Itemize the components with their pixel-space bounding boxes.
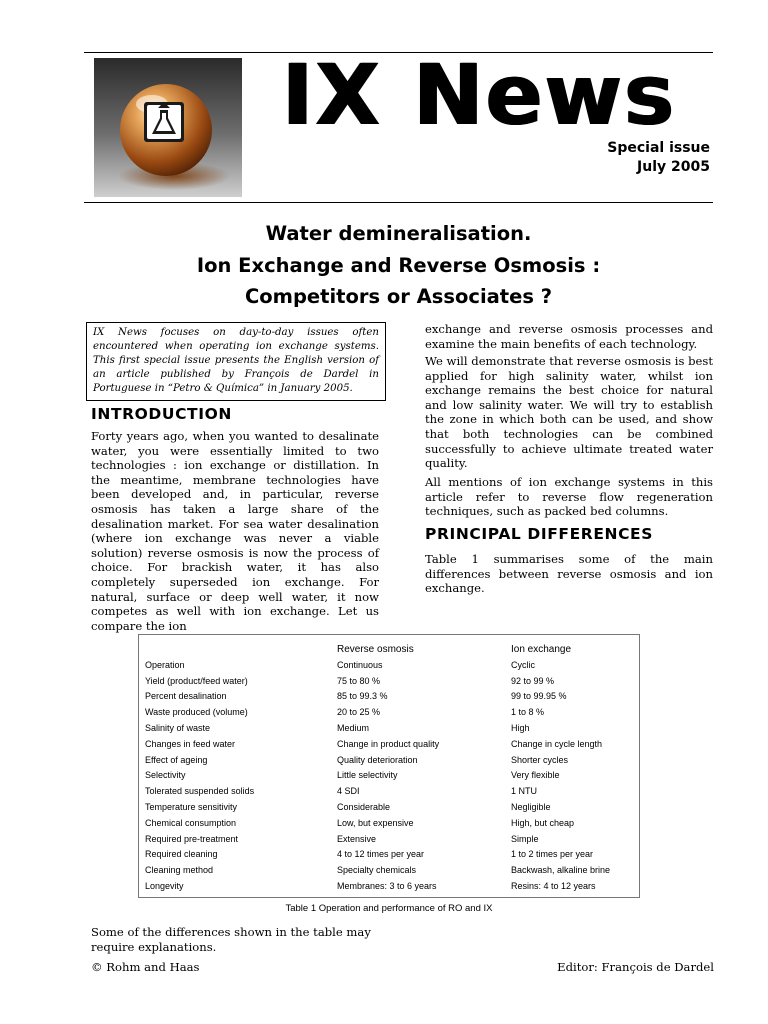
table-row bbox=[145, 673, 637, 689]
table-cell: Effect of ageing bbox=[145, 754, 208, 765]
table-cell: Simple bbox=[511, 833, 539, 844]
table-cell: Change in cycle length bbox=[511, 738, 603, 749]
table-cell: Yield (product/feed water) bbox=[145, 675, 248, 686]
table-cell: 1 NTU bbox=[511, 786, 538, 797]
table-cell: 1 to 2 times per year bbox=[511, 849, 594, 860]
table-cell: 4 to 12 times per year bbox=[337, 849, 425, 860]
table-cell: 4 SDI bbox=[337, 786, 360, 797]
table-cell: Changes in feed water bbox=[145, 738, 236, 749]
table-cell: Temperature sensitivity bbox=[145, 802, 238, 813]
table-cell: Longevity bbox=[145, 881, 184, 892]
right-column-paragraph-1: exchange and reverse osmosis processes and examine the main benefits of each technology. bbox=[425, 322, 713, 351]
table-cell: Cyclic bbox=[511, 659, 535, 670]
table-cell: Shorter cycles bbox=[511, 754, 569, 765]
table-cell: 75 to 80 % bbox=[337, 675, 381, 686]
introduction-heading: INTRODUCTION bbox=[91, 405, 232, 423]
table-cell: Change in product quality bbox=[337, 738, 440, 749]
table-row bbox=[145, 878, 637, 894]
table-row bbox=[145, 689, 637, 705]
table-row bbox=[145, 768, 637, 784]
table-cell: Cleaning method bbox=[145, 865, 214, 876]
table-cell: Resins: 4 to 12 years bbox=[511, 881, 596, 892]
table-caption: Table 1 Operation and performance of RO and IX bbox=[285, 903, 493, 914]
table-cell: Specialty chemicals bbox=[337, 865, 417, 876]
table-cell: Operation bbox=[145, 659, 185, 670]
table-body bbox=[145, 657, 637, 894]
table-cell: Negligible bbox=[511, 802, 551, 813]
table-row bbox=[145, 847, 637, 863]
table-row bbox=[145, 862, 637, 878]
table-header-cell: Reverse osmosis bbox=[337, 644, 414, 655]
table-cell: High, but cheap bbox=[511, 817, 575, 828]
table-row bbox=[145, 815, 637, 831]
table-row bbox=[145, 704, 637, 720]
table-cell: Backwash, alkaline brine bbox=[511, 865, 611, 876]
copyright-notice: © Rohm and Haas bbox=[91, 960, 200, 974]
table-row bbox=[145, 752, 637, 768]
masthead-rule bbox=[84, 202, 713, 203]
table-cell: Little selectivity bbox=[337, 770, 398, 781]
table-cell: 85 to 99.3 % bbox=[337, 691, 388, 702]
table-row bbox=[145, 657, 637, 673]
table-cell: Quality deterioration bbox=[337, 754, 418, 765]
editor-credit: Editor: François de Dardel bbox=[557, 960, 714, 974]
issue-date: July 2005 bbox=[637, 159, 710, 175]
newsletter-masthead: IX News bbox=[282, 46, 677, 144]
table-header-cell bbox=[145, 642, 337, 657]
table-cell: Low, but expensive bbox=[337, 817, 414, 828]
article-title-line-2: Ion Exchange and Reverse Osmosis : bbox=[196, 254, 601, 277]
comparison-table-frame bbox=[138, 634, 640, 898]
table-cell: 92 to 99 % bbox=[511, 675, 555, 686]
principal-differences-paragraph: Table 1 summarises some of the main differences between reverse osmosis and ion exchange. bbox=[425, 552, 713, 596]
table-row bbox=[145, 831, 637, 847]
table-cell: Membranes: 3 to 6 years bbox=[337, 881, 437, 892]
table-cell: Required pre-treatment bbox=[145, 833, 239, 844]
introduction-paragraph: Forty years ago, when you wanted to desalinate water, you were essentially limited to two technologies : ion exchange or distillation. In the meantime, membrane technologies have been developed and, in particular, reverse osmosis has taken a large share of the desalination market. For sea water desalination (where ion exchange was never a viable solution) reverse osmosis is now the process of choice. For brackish water, it has also completely superseded ion exchange. For natural, surface or deep well water, it now competes as well with ion exchange. Let us compare the ion bbox=[91, 429, 379, 633]
article-title-line-1: Water demineralisation. bbox=[265, 222, 532, 245]
table-row bbox=[145, 720, 637, 736]
closing-paragraph: Some of the differences shown in the table may require explanations. bbox=[91, 925, 371, 954]
table-cell: High bbox=[511, 723, 530, 734]
table-cell: 1 to 8 % bbox=[511, 707, 545, 718]
table-cell: Medium bbox=[337, 723, 370, 734]
article-title-line-3: Competitors or Associates ? bbox=[244, 285, 553, 308]
right-column-paragraph-3: All mentions of ion exchange systems in this article refer to reverse flow regeneration techniques, such as packed bed columns. bbox=[425, 475, 713, 519]
table-cell: Considerable bbox=[337, 802, 391, 813]
table-cell: Required cleaning bbox=[145, 849, 218, 860]
table-cell: 99 to 99.95 % bbox=[511, 691, 567, 702]
table-cell: Very flexible bbox=[511, 770, 560, 781]
table-row bbox=[145, 783, 637, 799]
table-cell: Selectivity bbox=[145, 770, 186, 781]
table-cell: Percent desalination bbox=[145, 691, 227, 702]
right-column-paragraph-2: We will demonstrate that reverse osmosis is best applied for high salinity water, whilst ion exchange remains the best choice for natural and low salinity water. We will try to establish the zone in which both can be used, and show that both technologies can be combined successfully to achieve ultimate treated water quality. bbox=[425, 354, 713, 471]
table-cell: Tolerated suspended solids bbox=[145, 786, 255, 797]
glass-sphere-flask-logo-icon bbox=[94, 58, 242, 197]
table-row bbox=[145, 736, 637, 752]
table-cell: Salinity of waste bbox=[145, 723, 211, 734]
table-cell: Waste produced (volume) bbox=[145, 707, 248, 718]
table-cell: Extensive bbox=[337, 833, 377, 844]
issue-label: Special issue bbox=[607, 140, 710, 156]
table-row bbox=[145, 799, 637, 815]
table-cell: Continuous bbox=[337, 659, 383, 670]
ro-vs-ix-table bbox=[145, 642, 637, 894]
principal-differences-heading: PRINCIPAL DIFFERENCES bbox=[425, 525, 654, 543]
table-cell: Chemical consumption bbox=[145, 817, 237, 828]
table-header-cell: Ion exchange bbox=[511, 644, 572, 655]
article-abstract-box: IX News focuses on day-to-day issues often encountered when operating ion exchange systems. This first special issue presents the English version of an article published by François de Dardel in Portuguese in “Petro & Química” in January 2005. bbox=[86, 322, 386, 401]
table-header-row bbox=[145, 642, 637, 657]
table-cell: 20 to 25 % bbox=[337, 707, 381, 718]
